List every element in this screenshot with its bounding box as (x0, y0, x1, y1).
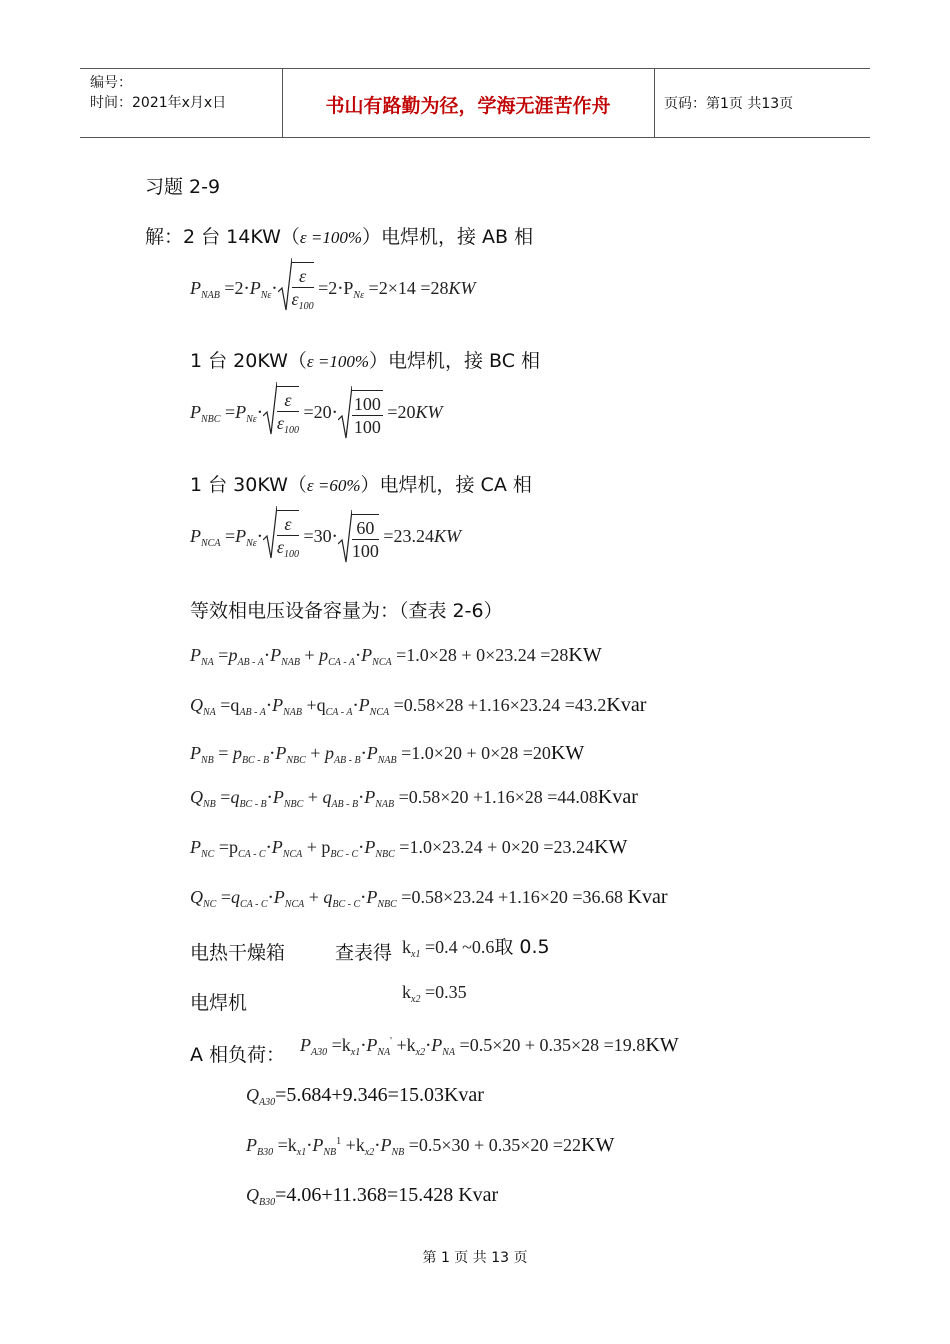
sqrt-numeric-ratio (338, 514, 379, 562)
intro-eps: ε =100% (299, 228, 363, 247)
eq-qnc-rhs: =0.58×23.24 +1.16×20 =36.68 (401, 887, 624, 907)
eq-pb30-rhs: =0.5×30 + 0.35×20 =22 (408, 1135, 581, 1155)
eq-pnc-rhs: =1.0×23.24 + 0×20 =23.24 (399, 837, 595, 857)
header-number: 编号： (90, 75, 132, 91)
dryer-kx1-line: $k_{x1} =0.4$ ~0.6取 0.5 (402, 936, 550, 960)
eq-pna-unit: KW (568, 644, 602, 666)
eq-qnc-unit: Kvar (627, 886, 668, 908)
eq-nbc-result: =20 (387, 402, 416, 423)
eq-nca-den: 100 (351, 541, 379, 561)
eq-nab-unit: KW (448, 278, 476, 299)
eq-pb30-unit: KW (581, 1134, 615, 1156)
eq-qna-rhs: =0.58×28 +1.16×23.24 =43.2 (393, 695, 607, 715)
line-ca-eps: ε =60% (306, 476, 361, 495)
line-ca-tail: ）电焊机，接 CA 相 (360, 474, 532, 496)
header-divider (654, 69, 655, 137)
intro-tail: ）电焊机，接 AB 相 (362, 226, 534, 248)
equation-pnca: $P_{NCA} =P_{N\varepsilon}\cdot$ $\frac{\varepsilon}{\varepsilon_{100}}$ =30⋅ $\frac{60}{100}$ =23.24KW (190, 510, 461, 566)
dryer-lookup: 查表得 (335, 942, 393, 964)
ca-line (190, 470, 532, 497)
eq-nbc-den: 100 (353, 417, 381, 437)
dryer-label: 电热干燥箱 (190, 942, 286, 964)
eq-qna-unit: Kvar (606, 694, 647, 716)
eq-nbc-num: 100 (353, 394, 381, 414)
eq-qnb-rhs: =0.58×20 +1.16×28 =44.08 (398, 787, 598, 807)
eq-qnb-unit: Kvar (597, 786, 638, 808)
sqrt-eps-ratio: $\frac{\varepsilon}{\varepsilon_{100}}$ (278, 262, 314, 318)
equation-pnab: $P_{NAB} =2\cdot P_{N\varepsilon}\cdot$ $\frac{\varepsilon}{\varepsilon_{100}}$ $=2\cdot P_{N\varepsilon} =2\times 14 =28KW$ (190, 262, 476, 318)
bc-line (190, 346, 540, 373)
eq-nca-result: =23.24 (383, 526, 434, 547)
welder-kx2: =0.35 (424, 982, 467, 1002)
equation-qa30: $Q_{A30}=5.684+9.346=15.03Kvar$ (246, 1084, 484, 1108)
header-meta (90, 73, 226, 113)
equation-qb30: $Q_{B30}=4.06+11.368=15.428$ Kvar (246, 1184, 499, 1208)
equation-pb30: $P_{B30} =k_{x1}\cdot P_{NB}^1 +k_{x2}\cdot P_{NB} =0.5\times 30 + 0.35\times 20 =22KW$ (246, 1134, 615, 1158)
dryer-take: 取 0.5 (494, 936, 550, 958)
equation-pnbc: $P_{NBC} =P_{N\varepsilon}\cdot$ $\frac{\varepsilon}{\varepsilon_{100}}$ =20⋅ $\frac{100}{100}$ =20KW (190, 386, 442, 442)
eq-pa30-rhs: =0.5×20 + 0.35×28 =19.8 (459, 1035, 646, 1055)
eq-nab-result: =2×14 =28 (368, 278, 449, 299)
solution-intro: 解：2 台 14KW（ (145, 226, 300, 248)
phase-a-label: A 相负荷： (190, 1044, 286, 1066)
page-footer: 第 1 页 共 13 页 (422, 1250, 528, 1266)
eq-pnc-unit: KW (594, 836, 628, 858)
equation-pnc: $P_{NC} =p_{CA - C}\cdot P_{NCA} + p_{BC - C}\cdot P_{NBC} =1.0\times 23.24 + 0\times 20 =23.24KW$ (190, 836, 628, 860)
eq-nca-unit: KW (433, 526, 461, 547)
problem-title: 习题 2-9 (145, 176, 221, 198)
sqrt-eps-ratio: $\frac{\varepsilon}{\varepsilon_{100}}$ (263, 510, 299, 566)
line-bc: 1 台 20KW（ (190, 350, 307, 372)
equation-qnb: $Q_{NB} =q_{BC - B}\cdot P_{NBC} + q_{AB - B}\cdot P_{NAB} =0.58\times 20 +1.16\times 28$ =44.08Kvar (190, 786, 638, 810)
equation-qna: $Q_{NA} =q_{AB - A}\cdot P_{NAB} +q_{CA - A}\cdot P_{NCA} =0.58\times 28 +1.16\times 23.24$ =43.2Kvar (190, 694, 647, 718)
welder-kx2-line: $k_{x2} =0.35$ (402, 982, 467, 1005)
eq-nab-tail: =2⋅P (318, 278, 354, 299)
dryer-kx1: =0.4 ~0.6 (424, 937, 495, 957)
eq-qa30: =5.684+9.346=15.03Kvar (275, 1084, 484, 1106)
header-motto: 书山有路勤为径，学海无涯苦作舟 (325, 95, 611, 117)
line-bc-eps: ε =100% (306, 352, 370, 371)
eq-pna-rhs: =1.0×28 + 0×23.24 =28 (396, 645, 569, 665)
line-ca: 1 台 30KW（ (190, 474, 307, 496)
equation-qnc: $Q_{NC} =q_{CA - C}\cdot P_{NCA} + q_{BC - C}\cdot P_{NBC} =0.58\times 23.24 +1.16\times 20 =36.68$ Kvar (190, 886, 668, 910)
header-time: 时间：2021年x月x日 (90, 95, 227, 111)
page-header (80, 68, 870, 138)
sqrt-numeric-ratio (338, 390, 383, 438)
eq-pnb-unit: KW (550, 742, 585, 764)
solution-intro-line (145, 222, 533, 249)
eq-pnb-rhs: =1.0×20 + 0×28 =20 (401, 743, 551, 763)
line-bc-tail: ）电焊机，接 BC 相 (369, 350, 541, 372)
equation-pna: $P_{NA} =p_{AB - A}\cdot P_{NAB} + p_{CA - A}\cdot P_{NCA} =1.0\times 28 + 0\times 23.24 =28KW$ (190, 644, 602, 668)
sqrt-eps-ratio: $\frac{\varepsilon}{\varepsilon_{100}}$ (263, 386, 299, 442)
eq-qb30: =4.06+11.368=15.428 Kvar (275, 1184, 499, 1206)
eq-nbc-mid: =20⋅ (303, 402, 338, 423)
eq-nbc-unit: KW (415, 402, 443, 423)
eq-pa30-unit: KW (645, 1034, 679, 1056)
equation-pnb: $P_{NB} = p_{BC - B}\cdot P_{NBC} + p_{AB - B}\cdot P_{NAB} =1.0\times 20 + 0\times 28 =20KW$ (190, 742, 585, 766)
equiv-title: 等效相电压设备容量为：（查表 2-6） (190, 600, 503, 622)
equation-pa30: $P_{A30} =k_{x1}\cdot P_{NA}' +k_{x2}\cdot P_{NA} =0.5\times 20 + 0.35\times 28 =19.8KW$ (300, 1034, 679, 1058)
header-page-info: 页码：第1页 共13页 (664, 96, 794, 112)
welder-label: 电焊机 (190, 992, 248, 1014)
eq-nca-mid: =30⋅ (303, 526, 338, 547)
eq-nca-num: 60 (352, 517, 379, 540)
